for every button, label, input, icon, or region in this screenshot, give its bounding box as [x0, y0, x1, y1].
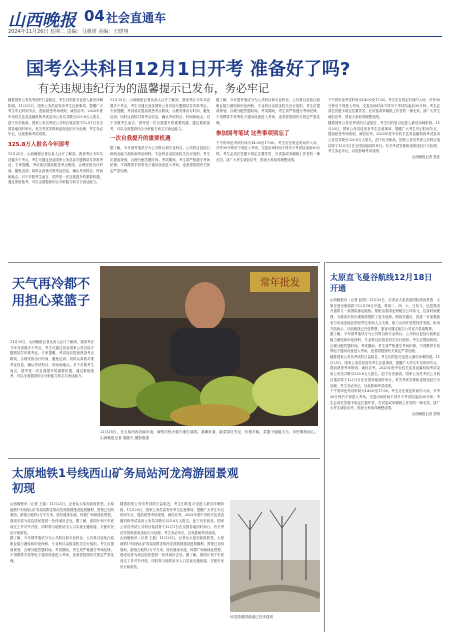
lead-subheadline: 有关违规违纪行为的温馨提示已发布，务必牢记	[38, 82, 269, 95]
lead-col1: 随着国家公务员考试的日益临近，考生们的复习也进入最后冲刺阶段。11月25日，国家公务员局发布考生注意事项，提醒广大考生牢记时间节点，提前熟悉考场规则，诚信应考。2025年度中央机关及其直属机构考试录用公务员共吸引325.8万人报名，创下历史新高。国家公务员考试公共科目笔试将于12月1日在全国各地同时举行。有关考试安排和违规违纪行为处理，考生务必牢记，以免影响考试成绩。 325.8万人报名今年国考 11月25日，山西晚报记者从省人社厅了解到，我省考区今年共设置多个考点，考生可通过登录国家公务员局专题网站打印准考证。专家提醒，考试前应提前熟悉考点路线，合理安排出行时间，避免迟到；同时认真核对准考证信息，确认考试科目、时间和地点。对于多数考生而言，国考是一次自我提升的重要机遇，通过系统备考，可以全面提高综合分析能力和文字表达能力。	[8, 98, 103, 185]
lead-col2: 11月25日，山西晚报记者从省人社厅了解到，我省考区今年共设置多个考点，考生可通过登录国家公务员局专题网站打印准考证。专家提醒，考试前应提前熟悉考点路线，合理安排出行时间，避免迟到；同时认真核对准考证信息，确认考试科目、时间和地点。对于多数考生而言，国考是一次自我提升的重要机遇，通过系统备考，可以全面提高综合分析能力和文字表达能力。 一次自我提升的重要机遇 据了解，今年国考笔试分为公共科目和专业科目。公共科目包括行政职业能力测验和申论两科，专业科目由招录机关自行组织。考生应提前规划，合理分配答题时间。考试期间，考生须严格遵守考场纪律，不得携带手机等电子通讯设备进入考场，违者将按照有关规定严肃处理。	[110, 98, 210, 174]
divider-right-top	[326, 262, 442, 263]
section-title: 社会直通车	[106, 11, 167, 25]
lead-col3: 据了解，今年国考笔试分为公共科目和专业科目。公共科目包括行政职业能力测验和申论两科，专业科目由招录机关自行组织。考生应提前规划，合理分配答题时间。考试期间，考生须严格遵守考场纪律，不得携带手机等电子通讯设备进入考场，违者将按照有关规定严肃处理。 参加国考笔试 这些事项别忘了 下午的申论考试时间为14:00至17:00。考生应在规定时间内入场，开考30分钟后不得进入考场，交卷出场时间不得早于考试结束前30分钟。考生必须在答题卡规定位置作答，在试卷或草稿纸上作答的一律无效。请广大考生诚信应考，预祝大家取得理想成绩。	[216, 98, 320, 162]
masthead	[8, 6, 442, 35]
metro-col1: 山西晚报讯（记者 王磊）11月25日，记者从太原市政府获悉，太原地铁1号线西山矿务局站附近的河龙湾游园建设进展顺利，景观已初具雏形。游园占地约2万平方米，设有健身步道、休憩广场和绿化景观，建成后将为周边居民提供一处休闲好去处。据了解，游园计划于年底前完工并对外开放，同时将与地铁站出入口实现无缝衔接，方便市民出行和游览。 据了解，今年国考笔试分为公共科目和专业科目。公共科目包括行政职业能力测验和申论两科，专业科目由招录机关自行组织。考生应提前规划，合理分配答题时间。考试期间，考生须严格遵守考场纪律，不得携带手机等电子通讯设备进入考场，违者将按照有关规定严肃处理。	[10, 502, 114, 564]
divider-vertical	[324, 262, 325, 632]
vendor-illustration	[100, 266, 318, 426]
park-illustration	[230, 500, 320, 612]
metro-col2: 随着国家公务员考试的日益临近，考生们的复习也进入最后冲刺阶段。11月25日，国家公务员局发布考生注意事项，提醒广大考生牢记时间节点，提前熟悉考场规则，诚信应考。2025年度中央机关及其直属机构考试录用公务员共吸引325.8万人报名，创下历史新高。国家公务员考试公共科目笔试将于12月1日在全国各地同时举行。有关考试安排和违规违纪行为处理，考生务必牢记，以免影响考试成绩。 山西晚报讯（记者 王磊）11月25日，记者从太原市政府获悉，太原地铁1号线西山矿务局站附近的河龙湾游园建设进展顺利，景观已初具雏形。游园占地约2万平方米，设有健身步道、休憩广场和绿化景观，建成后将为周边居民提供一处休闲好去处。据了解，游园计划于年底前完工并对外开放，同时将与地铁站出入口实现无缝衔接，方便市民出行和游览。	[120, 502, 224, 569]
lead-headline: 国考公共科目12月1日开考 准备好了吗?	[26, 59, 351, 80]
metro-caption: 河龙湾游园绿道已初步建成	[230, 615, 274, 619]
feature-headline: 天气再冷都不用担心菜篮子	[12, 277, 91, 309]
subhead-3: 参加国考笔试 这些事项别忘了	[216, 130, 290, 137]
subhead-2: 一次自我提升的重要机遇	[110, 136, 171, 143]
flight-headline: 太原直飞曼谷航线12月18日开通	[330, 273, 433, 293]
lead-col4: 下午的申论考试时间为14:00至17:00。考生应在规定时间内入场，开考30分钟后不得进入考场，交卷出场时间不得早于考试结束前30分钟。考生必须在答题卡规定位置作答，在试卷或草稿纸上作答的一律无效。请广大考生诚信应考，预祝大家取得理想成绩。 随着国家公务员考试的日益临近，考生们的复习也进入最后冲刺阶段。11月25日，国家公务员局发布考生注意事项，提醒广大考生牢记时间节点，提前熟悉考场规则，诚信应考。2025年度中央机关及其直属机构考试录用公务员共吸引325.8万人报名，创下历史新高。国家公务员考试公共科目笔试将于12月1日在全国各地同时举行。有关考试安排和违规违纪行为处理，考生务必牢记，以免影响考试成绩。 山西晚报记者 张佳	[328, 98, 440, 160]
masthead-rule	[8, 36, 442, 37]
page-number: 04	[84, 7, 105, 25]
feature-photo	[100, 266, 318, 426]
flight-byline: 山西晚报记者 张明	[411, 412, 440, 417]
stall-sign: 常年批发	[260, 278, 300, 289]
metro-photo	[230, 500, 320, 612]
flight-body: 山西晚报讯（记者 赵明）11月25日，记者从太原武宿国际机场获悉，太原至曼谷航线将于12月18日开通，每周二、四、六、日执飞，这是我省开通的又一条国际客运航线。航班由泰国亚洲航空公司执飞，往返时间便捷，为我省市民出境旅游提供了更多选择。航线开通后，将进一步加强我省与东南亚地区的经贸往来和人文交流，助力山西开放型经济发展。机场方面表示，目前航线已开放售票，旅客可通过航空公司官方渠道购票。 据了解，今年国考笔试分为公共科目和专业科目。公共科目包括行政职业能力测验和申论两科，专业科目由招录机关自行组织。考生应提前规划，合理分配答题时间。考试期间，考生须严格遵守考场纪律，不得携带手机等电子通讯设备进入考场，违者将按照有关规定严肃处理。 随着国家公务员考试的日益临近，考生们的复习也进入最后冲刺阶段。11月25日，国家公务员局发布考生注意事项，提醒广大考生牢记时间节点，提前熟悉考场规则，诚信应考。2025年度中央机关及其直属机构考试录用公务员共吸引325.8万人报名，创下历史新高。国家公务员考试公共科目笔试将于12月1日在全国各地同时举行。有关考试安排和违规违纪行为处理，考生务必牢记，以免影响考试成绩。 下午的申论考试时间为14:00至17:00。考生应在规定时间内入场，开考30分钟后不得进入考场，交卷出场时间不得早于考试结束前30分钟。考生必须在答题卡规定位置作答，在试卷或草稿纸上作答的一律无效。请广大考生诚信应考，预祝大家取得理想成绩。 山西晚报记者 张明	[330, 298, 440, 417]
lead-byline: 山西晚报记者 张佳	[411, 155, 440, 160]
feature-side-text: 11月25日，山西晚报记者从省人社厅了解到，我省考区今年共设置多个考点，考生可通过登录国家公务员局专题网站打印准考证。专家提醒，考试前应提前熟悉考点路线，合理安排出行时间，避免迟到；同时认真核对准考证信息，确认考试科目、时间和地点。对于多数考生而言，国考是一次自我提升的重要机遇，通过系统备考，可以全面提高综合分析能力和文字表达能力。	[10, 340, 94, 379]
dateline: 2024年11月26日 星期二 责编：马雅妍 美编：王晓翔	[8, 29, 129, 35]
divider-lead	[8, 262, 320, 263]
divider-metro	[8, 458, 320, 459]
newspaper-logo: 山西晚报	[8, 11, 76, 31]
metro-headline: 太原地铁1号线西山矿务局站河龙湾游园景观初现	[12, 466, 239, 495]
subhead-1: 325.8万人报名今年国考	[8, 141, 70, 148]
feature-caption: 11月25日，在太原河西农副市场，商贩们热火朝天地忙碌着。寒潮来袭，蔬菜供应充足，价格平稳，菜篮子稳稳当当，市民购物放心。 山西晚报记者 胡继兴 摄影报道	[100, 430, 318, 440]
feature-byline: 山西晚报记者 胡继兴 摄影报道	[100, 435, 150, 440]
